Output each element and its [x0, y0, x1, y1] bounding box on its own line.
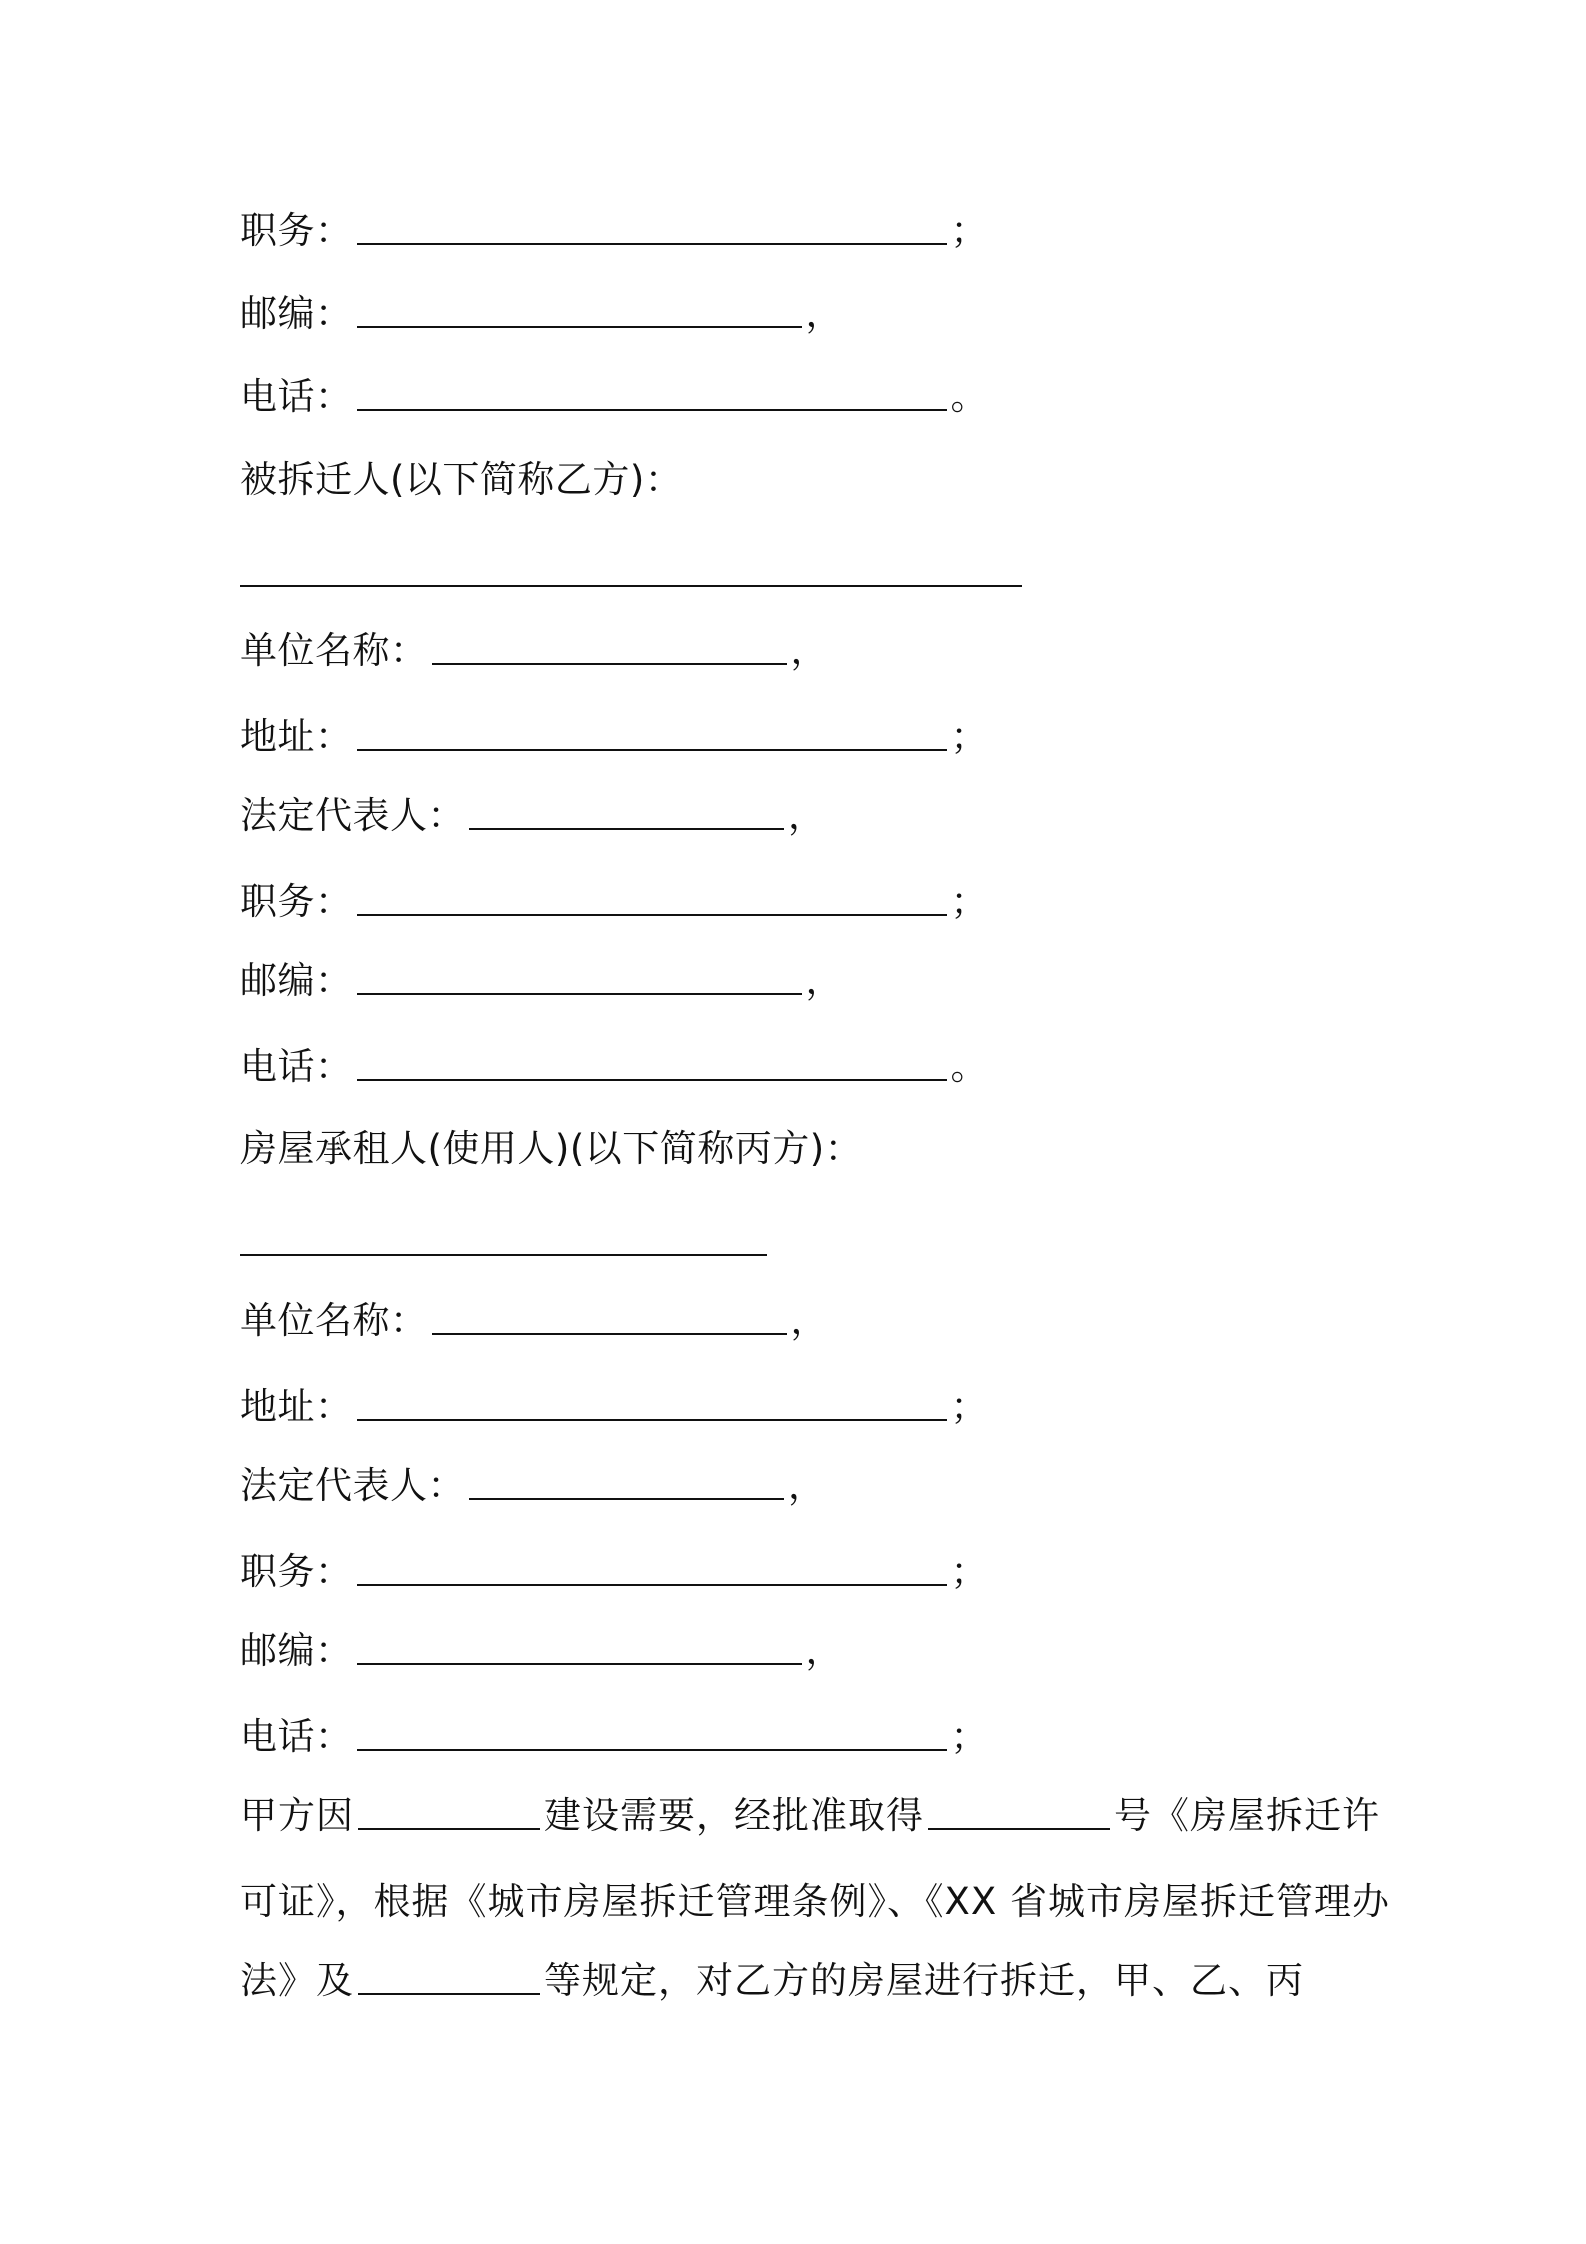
party-b-heading: 被拆迁人(以下简称乙方)：: [240, 458, 683, 501]
party-c-legal-rep-row: [240, 1462, 826, 1510]
punct: ；: [950, 880, 988, 923]
party-b-position-row: [240, 878, 988, 926]
address-label: 地址：: [240, 715, 353, 758]
punct: ；: [950, 209, 988, 252]
body-text: 等规定，对乙方的房屋进行拆迁，甲、乙、丙: [544, 1959, 1304, 2002]
body-line-1: [240, 1792, 1380, 1840]
phone-label: 电话：: [240, 1715, 353, 1758]
party-b-name-blank[interactable]: [240, 585, 1022, 587]
postcode-blank[interactable]: [357, 963, 802, 995]
phone-label: 电话：: [240, 1045, 353, 1088]
body-text: 建设需要，经批准取得: [544, 1794, 924, 1837]
punct: ，: [805, 292, 843, 335]
phone-blank[interactable]: [357, 379, 947, 411]
address-blank[interactable]: [357, 719, 947, 751]
unit-label: 单位名称：: [240, 629, 428, 672]
postcode-label: 邮编：: [240, 292, 353, 335]
position-label: 职务：: [240, 1550, 353, 1593]
punct: ，: [790, 1299, 828, 1342]
phone-label: 电话：: [240, 375, 353, 418]
legal-rep-blank[interactable]: [469, 798, 784, 830]
party-c-address-row: [240, 1383, 988, 1431]
party-b-phone-row: [240, 1043, 988, 1091]
punct: ，: [805, 959, 843, 1002]
unit-blank[interactable]: [432, 1303, 787, 1335]
permit-number-blank[interactable]: [928, 1798, 1110, 1830]
party-a-position-row: [240, 207, 988, 255]
phone-blank[interactable]: [357, 1719, 947, 1751]
regulation-blank[interactable]: [358, 1963, 540, 1995]
address-blank[interactable]: [357, 1389, 947, 1421]
punct: ，: [805, 1629, 843, 1672]
punct: ，: [790, 629, 828, 672]
postcode-blank[interactable]: [357, 1633, 802, 1665]
position-blank[interactable]: [357, 1554, 947, 1586]
address-label: 地址：: [240, 1385, 353, 1428]
punct: 。: [950, 1045, 988, 1088]
party-c-position-row: [240, 1548, 988, 1596]
party-a-postcode-row: [240, 290, 843, 338]
punct: ；: [950, 1715, 988, 1758]
body-text: 号《房屋拆迁许: [1114, 1794, 1380, 1837]
unit-blank[interactable]: [432, 633, 787, 665]
punct: ；: [950, 1550, 988, 1593]
punct: 。: [950, 375, 988, 418]
position-label: 职务：: [240, 209, 353, 252]
legal-rep-label: 法定代表人：: [240, 1464, 465, 1507]
position-label: 职务：: [240, 880, 353, 923]
postcode-label: 邮编：: [240, 959, 353, 1002]
punct: ，: [788, 1464, 826, 1507]
phone-blank[interactable]: [357, 1049, 947, 1081]
punct: ，: [788, 794, 826, 837]
punct: ；: [950, 715, 988, 758]
party-b-address-row: [240, 713, 988, 761]
position-blank[interactable]: [357, 884, 947, 916]
party-c-unit-row: [240, 1297, 828, 1345]
party-b-postcode-row: [240, 957, 843, 1005]
legal-rep-blank[interactable]: [469, 1468, 784, 1500]
party-b-unit-row: [240, 627, 828, 675]
postcode-blank[interactable]: [357, 296, 802, 328]
party-c-heading: 房屋承租人(使用人)(以下简称丙方)：: [240, 1127, 863, 1170]
postcode-label: 邮编：: [240, 1629, 353, 1672]
punct: ；: [950, 1385, 988, 1428]
party-a-phone-row: [240, 373, 988, 421]
body-text: 甲方因: [240, 1794, 354, 1837]
party-c-name-blank[interactable]: [240, 1254, 767, 1256]
body-line-2: 可证》，根据《城市房屋拆迁管理条例》、《XX 省城市房屋拆迁管理办: [240, 1880, 1390, 1923]
unit-label: 单位名称：: [240, 1299, 428, 1342]
project-blank[interactable]: [358, 1798, 540, 1830]
position-blank[interactable]: [357, 213, 947, 245]
party-c-postcode-row: [240, 1627, 843, 1675]
legal-rep-label: 法定代表人：: [240, 794, 465, 837]
party-b-legal-rep-row: [240, 792, 826, 840]
body-line-3: [240, 1957, 1360, 2005]
party-c-phone-row: [240, 1713, 988, 1761]
body-text: 法》及: [240, 1959, 354, 2002]
